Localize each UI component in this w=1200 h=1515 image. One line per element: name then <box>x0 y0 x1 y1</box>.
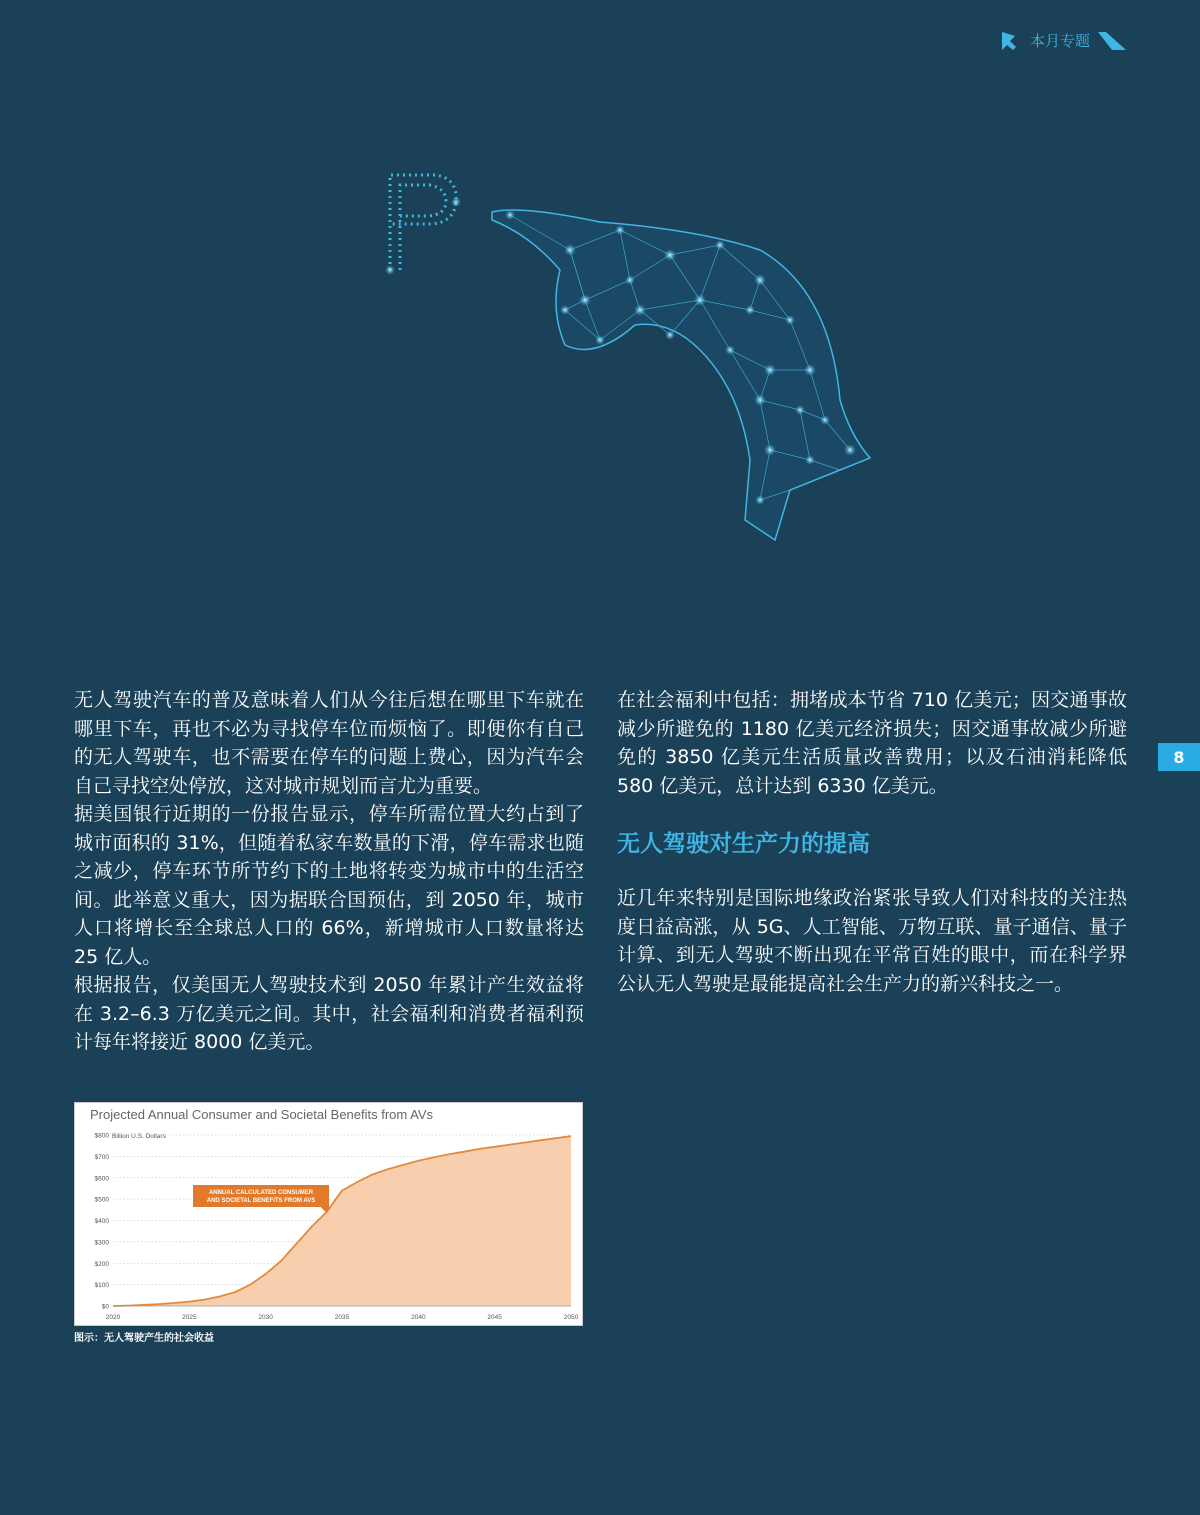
annotation-text: ANNUAL CALCULATED CONSUMER <box>208 1190 314 1196</box>
x-tick-label: 2035 <box>334 1314 350 1321</box>
page-number: 8 <box>1158 743 1200 771</box>
parking-p-icon <box>390 175 456 270</box>
y-tick-label: $800 <box>94 1132 109 1140</box>
body-paragraph: 无人驾驶汽车的普及意味着人们从今往后想在哪里下车就在哪里下车，再也不必为寻找停车位而烦恼了。即便你有自己的无人驾驶车，也不需要在停车的问题上费心，因为汽车会自己寻找空处停放，这对城市规划而言尤为重要。 <box>74 689 584 797</box>
x-tick-label: 2025 <box>182 1314 197 1321</box>
x-tick-label: 2040 <box>411 1314 426 1321</box>
x-tick-label: 2045 <box>487 1314 502 1321</box>
y-tick-label: $100 <box>94 1282 109 1290</box>
x-tick-label: 2030 <box>258 1314 273 1321</box>
area-fill <box>113 1136 571 1306</box>
arrow-left-icon <box>1002 32 1022 50</box>
left-column <box>74 686 584 1057</box>
y-axis-label: Billion U.S. Dollars <box>112 1133 166 1140</box>
y-tick-label: $600 <box>94 1175 109 1183</box>
section-heading: 无人驾驶对生产力的提高 <box>617 831 870 857</box>
chart-title: Projected Annual Consumer and Societal Benefits from AVs <box>90 1107 434 1122</box>
x-tick-label: 2050 <box>563 1314 579 1321</box>
y-tick-label: $500 <box>94 1196 109 1204</box>
body-paragraph: 根据报告，仅美国无人驾驶技术到 2050 年累计产生效益将在 3.2–6.3 万亿美元之间。其中，社会福利和消费者福利预计每年将接近 8000 亿美元。 <box>74 974 584 1053</box>
y-tick-label: $200 <box>94 1260 109 1268</box>
body-paragraph: 近几年来特别是国际地缘政治紧张导致人们对科技的关注热度日益高涨，从 5G、人工智能、万物互联、量子通信、量子计算、到无人驾驶不断出现在平常百姓的眼中，而在科学界公认无人驾驶是最能提高社会生产力的新兴科技之一。 <box>617 887 1127 995</box>
arrow-right-icon <box>1098 32 1126 50</box>
y-tick-label: $0 <box>101 1303 109 1311</box>
y-tick-label: $400 <box>94 1218 109 1225</box>
body-paragraph: 在社会福利中包括：拥堵成本节省 710 亿美元；因交通事故减少所避免的 1180 亿美元经济损失；因交通事故减少所避免的 3850 亿美元生活质量改善费用；以及石油消耗降低 580 亿美元，总计达到 6330 亿美元。 <box>617 689 1127 797</box>
hero-illustration <box>370 160 910 550</box>
annotation-text: AND SOCIETAL BENEFITS FROM AVS <box>206 1198 316 1204</box>
section-label: 本月专题 <box>1029 32 1090 50</box>
right-column <box>617 686 1127 998</box>
x-tick-label: 2020 <box>105 1314 121 1321</box>
y-tick-label: $700 <box>94 1153 109 1161</box>
hand-network-icon <box>385 197 870 540</box>
body-paragraph: 据美国银行近期的一份报告显示，停车所需位置大约占到了城市面积的 31%，但随着私家车数量的下滑，停车需求也随之减少，停车环节所节约下的土地将转变为城市中的生活空间。此举意义重大，因为据联合国预估，到 2050 年，城市人口将增长至全球总人口的 66%，新增城市人口数量将达 25 亿人。 <box>74 803 584 968</box>
y-tick-label: $300 <box>94 1239 109 1247</box>
benefits-chart <box>74 1102 583 1326</box>
figure-caption: 图示：无人驾驶产生的社会收益 <box>74 1333 214 1344</box>
section-tag <box>1002 30 1126 51</box>
chart-canvas <box>75 1103 582 1325</box>
